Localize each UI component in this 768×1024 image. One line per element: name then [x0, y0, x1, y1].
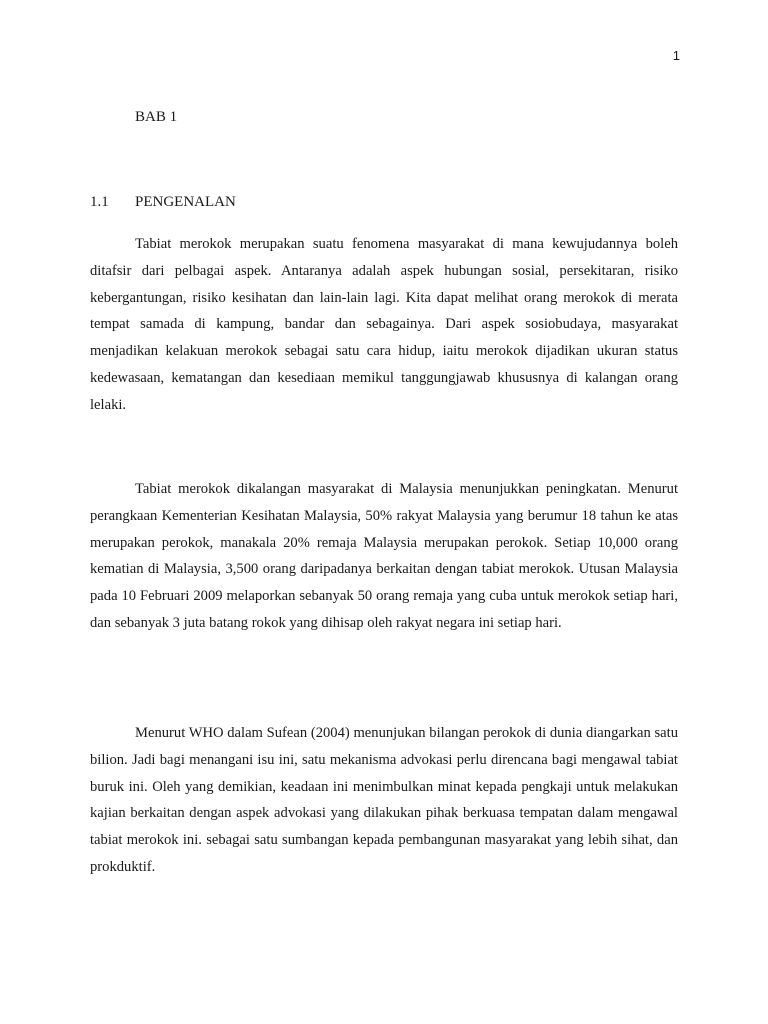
paragraph-1: Tabiat merokok merupakan suatu fenomena masyarakat di mana kewujudannya boleh ditafsir dari pelbagai aspek. Antaranya adalah aspek hubungan sosial, persekitaran, risiko kebergantungan, risiko kesihatan dan lain-lain lagi. Kita dapat melihat orang merokok di merata tempat samada di kampung, bandar dan sebagainya. Dari aspek sosiobudaya, masyarakat menjadikan kelakuan merokok sebagai satu cara hidup, iaitu merokok dijadikan ukuran status kedewasaan, kematangan dan kesediaan memikul tanggungjawab khususnya di kalangan orang lelaki.	[90, 236, 678, 413]
chapter-title: BAB 1	[135, 109, 178, 125]
paragraph-2: Tabiat merokok dikalangan masyarakat di Malaysia menunjukkan peningkatan. Menurut perangkaan Kementerian Kesihatan Malaysia, 50% rakyat Malaysia yang berumur 18 tahun ke atas merupakan perokok, manakala 20% remaja Malaysia merupakan perokok. Setiap 10,000 orang kematian di Malaysia, 3,500 orang daripadanya berkaitan dengan tabiat merokok. Utusan Malaysia pada 10 Februari 2009 melaporkan sebanyak 50 orang remaja yang cuba untuk merokok setiap hari, dan sebanyak 3 juta batang rokok yang dihisap oleh rakyat negara ini setiap hari.	[90, 481, 678, 631]
paragraph-3: Menurut WHO dalam Sufean (2004) menunjukan bilangan perokok di dunia diangarkan satu bilion. Jadi bagi menangani isu ini, satu mekanisma advokasi perlu direncana bagi mengawal tabiat buruk ini. Oleh yang demikian, keadaan ini menimbulkan minat kepada pengkaji untuk melakukan kajian berkaitan dengan aspek advokasi yang dilakukan pihak berkuasa tempatan dalam mengawal tabiat merokok ini. sebagai satu sumbangan kepada pembangunan masyarakat yang lebih sihat, dan prokduktif.	[90, 725, 678, 875]
section-title: PENGENALAN	[135, 194, 236, 210]
page-number: 1	[672, 48, 680, 63]
section-number: 1.1	[90, 194, 109, 210]
section-heading	[90, 193, 490, 211]
